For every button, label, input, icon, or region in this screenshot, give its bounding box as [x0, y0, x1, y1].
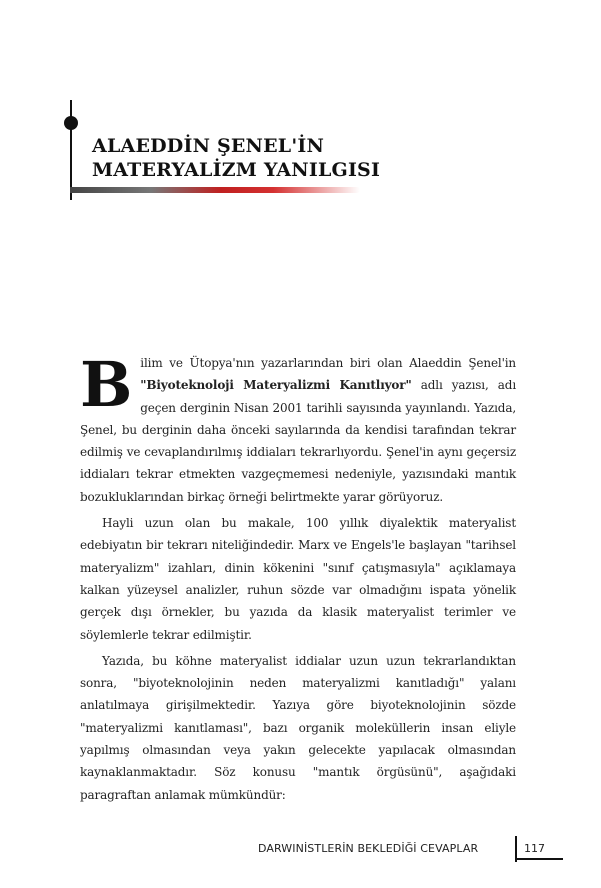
paragraph-1-rest: adlı yazısı, adı geçen derginin Nisan 2001 tarihli sayısında yayınlandı. Yazıda, Şenel, bu derginin daha önceki sayılarında da kendisi tarafından tekrar edilmiş ve cevaplandırılmış iddiaları tekrarlıyordu. Şenel'in aynı geçersiz iddiaları tekrar etmekten vazgeçmemesi nedeniyle, yazısındaki mantık bozukluklarından birkaç örneği belirtmekte yarar görüyoruz. [80, 378, 517, 504]
decorative-bullet-dot [64, 116, 78, 130]
chapter-title [92, 134, 380, 182]
article-reference-title: "Biyoteknoloji Materyalizmi Kanıtlıyor" [140, 378, 412, 393]
decorative-vertical-rule [70, 100, 72, 200]
paragraph-1 [80, 348, 517, 508]
paragraph-1-intro: ilim ve Ütopya'nın yazarlarından biri olan Alaeddin Şenel'in [140, 356, 516, 370]
article-body [80, 348, 517, 806]
running-footer-title: DARWINİSTLERİN BEKLEDİĞİ CEVAPLAR [258, 842, 479, 855]
paragraph-3: Yazıda, bu köhne materyalist iddialar uzun uzun tekrarlandıktan sonra, "biyoteknolojinin neden materyalizmi kanıtladığı" yalanı anlatılmaya girişilmektedir. Yazıya göre biyoteknolojinin sözde "materyalizmi kanıtlaması", bazı organik moleküllerin insan eliyle yapılmış olmasından veya yakın gelecekte yapılacak olmasından kaynaklanmaktadır. Söz konusu "mantık örgüsünü", aşağıdaki paragraftan anlamak mümkündür: [80, 653, 516, 802]
chapter-title-line-2: MATERYALİZM YANILGISI [92, 159, 381, 181]
footer-horizontal-rule [515, 858, 563, 860]
paragraph-2: Hayli uzun olan bu makale, 100 yıllık diyalektik materyalist edebiyatın bir tekrarı niteliğindedir. Marx ve Engels'le başlayan "tarihsel materyalizm" izahları, dinin kökenini "sınıf çatışmasıyla" açıklamaya kalkan yüzeysel analizler, ruhun sözde var olmadığını ispata yönelik gerçek dışı örnekler, bu yazıda da klasik materyalist terimler ve söylemlerle tekrar edilmiştir. [80, 516, 516, 642]
chapter-title-line-1: ALAEDDİN ŞENEL'İN [92, 135, 325, 157]
decorative-gradient-rule [70, 187, 360, 193]
drop-cap: B [80, 348, 133, 421]
page-number: 117 [524, 842, 545, 855]
